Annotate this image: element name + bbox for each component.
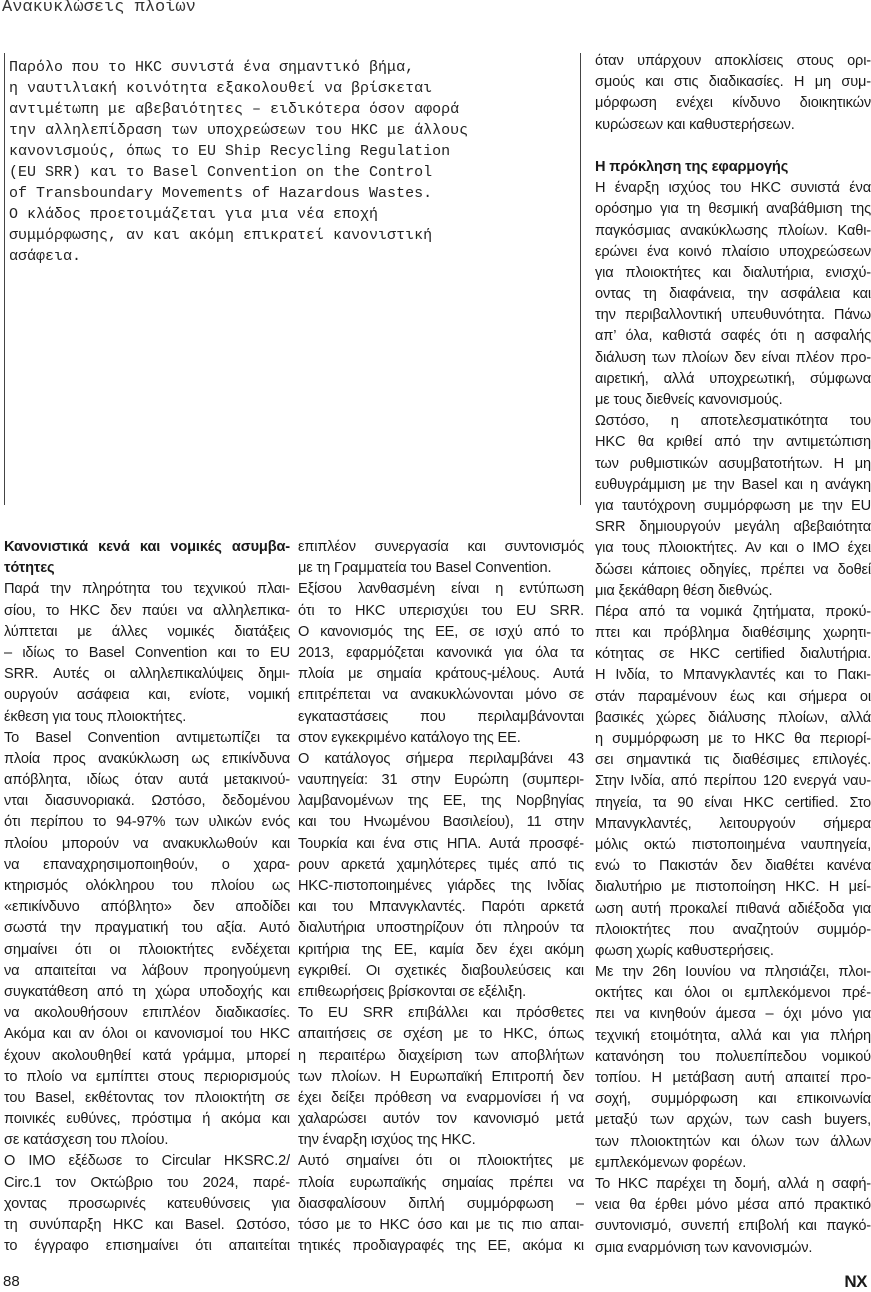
text-line: συντονισμό, συνεπή επιβολή και παγκό-: [595, 1218, 871, 1235]
text-line: κατανόηση του πολυεπίπεδου νομικού: [595, 1048, 871, 1065]
pull-quote-text: [5, 53, 580, 267]
text-line: η περαιτέρω διαχείριση των αποβλήτων: [298, 1047, 584, 1064]
text-line: εμπλεκόμενων φορέων.: [595, 1154, 747, 1171]
paragraph: [298, 1151, 584, 1257]
text-line: και του Μπανγκλαντές. Παρότι αρκετά: [298, 899, 584, 916]
text-line: σοχή, συμμόρφωση και επικοινωνία: [595, 1091, 871, 1108]
text-line: Αυτό σημαίνει ότι οι πλοιοκτήτες με: [298, 1153, 584, 1170]
text-line: λύπτεται με άλλες νομικές διατάξεις: [4, 623, 290, 640]
text-line: κυρώσεων και καθυστερήσεων.: [595, 116, 795, 133]
text-line: να ακολουθήσουν επιπλέον διαδικασίες.: [4, 1005, 290, 1022]
text-line: σμια εναρμόνιση των κανονισμών.: [595, 1239, 813, 1256]
paragraph: [298, 579, 584, 749]
text-line: Κανονιστικά κενά και νομικές ασυμβα-: [4, 539, 290, 555]
text-line: σε κατάσχεση του πλοίου.: [4, 1132, 169, 1149]
text-line: ορόσημο για τη θεσμική αναβάθμιση της: [595, 201, 871, 218]
text-line: δώσει κάποιες οδηγίες, πρέπει να δοθεί: [595, 561, 871, 578]
page-number: 88: [3, 1273, 20, 1290]
text-line: τόσο με το HKC όσο και με τις πιο απαι-: [298, 1217, 584, 1233]
text-line: ότι περίπου το 94-97% των υλικών ενός: [4, 814, 290, 831]
text-line: του Basel, εκθέτοντας τον πλοιοκτήτη σε: [4, 1089, 290, 1106]
text-line: να απαιτείται να λάβουν προηγούμενη: [4, 962, 290, 979]
text-line: για ταυτόχρονη συμμόρφωση με την EU: [595, 497, 871, 514]
text-line: HKC-πιστοποιημένες γιάρδες της Ινδίας: [298, 878, 584, 894]
text-line: πλοία ευρωπαϊκής σημαίας πρέπει να: [298, 1174, 584, 1191]
text-line: και του Ηνωμένου Βασιλείου), 11 στην: [298, 814, 584, 831]
text-line: ωση αυτή προκαλεί πιθανά αδιέξοδα για: [595, 900, 871, 917]
section-heading: [4, 537, 290, 579]
text-line: σει σημαντικά τις διαθέσιμες επιλογές.: [595, 752, 871, 769]
pull-quote-line: Ο κλάδος προετοιμάζεται για μια νέα εποχή: [9, 206, 379, 223]
text-line: πει να κινηθούν άμεσα – όχι μόνο για: [595, 1006, 871, 1023]
text-line: σίου, το HKC δεν παύει να αλληλεπικα-: [4, 602, 290, 619]
text-line: ρουν αρκετά χαμηλότερες τιμές από τις: [298, 856, 584, 873]
text-line: με τη Γραμματεία του Basel Convention.: [298, 560, 552, 577]
text-line: λαμβανομένων της ΕΕ, της Νορβηγίας: [298, 793, 584, 810]
paragraph: [595, 962, 871, 1174]
text-line: βασικές χώρες διάλυσης πλοίων, αλλά: [595, 709, 871, 726]
text-line: Πέρα από τα νομικά ζητήματα, προκύ-: [595, 603, 871, 620]
text-line: την έναρξη ισχύος της HKC.: [298, 1132, 476, 1149]
text-line: ευθυγράμμιση με την Basel και η ανάγκη: [595, 476, 871, 493]
text-line: μεταξύ των αρχών, των cash buyers,: [595, 1112, 871, 1129]
text-line: επιθεωρήσεις βρίσκονται σε εξέλιξη.: [298, 983, 526, 1000]
pull-quote-line: Παρόλο που το HKC συνιστά ένα σημαντικό βήμα,: [9, 59, 415, 76]
text-line: νται διασυνοριακά. Ωστόσο, δεδομένου: [4, 793, 290, 810]
text-line: μια ξεκάθαρη θέση διεθνώς.: [595, 582, 773, 599]
text-line: το έγγραφο επισημαίνει ότι απαιτείται: [4, 1238, 290, 1255]
pull-quote: [4, 53, 581, 505]
text-line: τότητες: [4, 560, 55, 577]
text-line: μόλις οκτώ πιστοποιημένα ναυπηγεία,: [595, 836, 871, 853]
text-line: έχει δείξει πρόθεση να εναρμονίσει ή να: [298, 1089, 584, 1106]
text-line: εγκαταστάσεις που περιλαμβάνονται: [298, 708, 584, 725]
text-line: Εξίσου λανθασμένη είναι η εντύπωση: [298, 581, 584, 598]
paragraph: [4, 579, 290, 727]
text-line: να επαναχρησιμοποιηθούν, ο χαρα-: [4, 856, 290, 873]
text-line: κότητας σε HKC certified διαλυτήρια.: [595, 646, 871, 663]
text-line: σμούς και στις διαδικασίες. Η μη συμ-: [595, 74, 871, 91]
text-line: των πλοιοκτητών και όλων των άλλων: [595, 1133, 871, 1150]
text-line: απαιτήσεις σε σχέση με το HKC, όπως: [298, 1026, 584, 1043]
section-heading: [595, 157, 871, 178]
paragraph: [298, 749, 584, 1003]
article-column-2: [298, 537, 584, 1257]
text-line: όταν υπάρχουν αποκλίσεις στους ορι-: [595, 53, 871, 69]
article-column-3: [595, 51, 871, 1259]
text-line: ναυπηγεία: 31 στην Ευρώπη (συμπερι-: [298, 772, 584, 789]
text-line: εγκριθεί. Οι σχετικές διαβουλεύσεις και: [298, 962, 584, 979]
text-line: τοπίου. Η μετάβαση αυτή απαιτεί προ-: [595, 1070, 871, 1086]
text-line: των πλοίων. Η Ευρωπαϊκή Επιτροπή δεν: [298, 1068, 584, 1085]
text-line: συγκατάθεση από τη χώρα υποδοχής και: [4, 983, 290, 1000]
paragraph: [298, 1003, 584, 1151]
text-line: πλοία προς ανακύκλωση ως επικίνδυνα: [4, 750, 290, 767]
text-line: Με την 26η Ιουνίου να πλησιάζει, πλοι-: [595, 964, 871, 981]
text-line: ερώνει ένα κοινό πλαίσιο υποχρεώσεων: [595, 243, 871, 260]
text-line: τεχνική ετοιμότητα, αλλά και για πλήρη: [595, 1027, 871, 1044]
text-line: με τους διεθνείς κανονισμούς.: [595, 392, 783, 408]
text-line: Τουρκία και ένα στις ΗΠΑ. Αυτά προσφέ-: [298, 835, 584, 852]
text-line: πηγεία, τα 90 είναι HKC certified. Στο: [595, 794, 871, 811]
text-line: φωση χωρίς καθυστερήσεις.: [595, 942, 774, 959]
text-line: των ρυθμιστικών ασυμβατοτήτων. Η μη: [595, 455, 871, 472]
paragraph: [595, 411, 871, 602]
text-line: διαλυτήριο με πιστοποίηση HKC. Η μεί-: [595, 879, 871, 896]
text-line: ουργούν ασάφεια και, ενίοτε, νομική: [4, 687, 290, 704]
text-line: Ο IMO εξέδωσε το Circular HKSRC.2/: [4, 1153, 290, 1170]
text-line: ποινικές ευθύνες, πρόστιμα ή ακόμα και: [4, 1111, 290, 1128]
text-line: για πλοιοκτήτες και διαλυτήρια, ενισχύ-: [595, 264, 871, 281]
pull-quote-line: την αλληλεπίδραση των υποχρεώσεων του HKC με άλλους: [9, 122, 469, 139]
text-line: SRR δημιουργούν μεγάλη αβεβαιότητα: [595, 519, 871, 536]
text-line: Στην Ινδία, από περίπου 120 ενεργά ναυ-: [595, 773, 871, 790]
text-line: Το EU SRR επιβάλλει και πρόσθετες: [298, 1005, 584, 1022]
paragraph: [595, 602, 871, 962]
text-line: κτηρισμός ολόκληρου του πλοίου ως: [4, 878, 290, 894]
text-line: πλοία με σημαία κράτους-μέλους. Αυτά: [298, 666, 584, 683]
pull-quote-line: η ναυτιλιακή κοινότητα εξακολουθεί να βρίσκεται: [9, 80, 433, 97]
text-line: Παρά την πληρότητα του τεχνικού πλαι-: [4, 581, 290, 598]
pull-quote-line: ασάφεια.: [9, 248, 82, 265]
text-line: Το Basel Convention αντιμετωπίζει τα: [4, 729, 290, 746]
text-line: τητικές προδιαγραφές της ΕΕ, ακόμα κι: [298, 1238, 584, 1255]
text-line: Circ.1 τον Οκτώβριο του 2024, παρέ-: [4, 1174, 290, 1191]
running-head-title: Ανακυκλώσεις πλοίων: [2, 0, 196, 17]
text-line: μόρφωση ενέχει κίνδυνο διοικητικών: [595, 95, 871, 112]
text-line: διαλυτήρια υποστηρίζουν ότι πληρούν τα: [298, 920, 584, 937]
text-line: οντας τη διαφάνεια, την ασφάλεια και: [595, 286, 871, 303]
text-line: οκτήτες και όλοι οι εμπλεκόμενοι πρέ-: [595, 985, 871, 1002]
text-line: 2013, εφαρμόζεται κανονικά για όλα τα: [298, 644, 584, 661]
text-line: Ακόμα και αν όλοι οι κανονισμοί του HKC: [4, 1026, 290, 1043]
text-line: Ωστόσο, η αποτελεσματικότητα του: [595, 413, 871, 430]
pull-quote-line: αντιμέτωπη με αβεβαιότητες – ειδικότερα όσον αφορά: [9, 101, 460, 118]
text-line: διασφαλίσουν διπλή συμμόρφωση –: [298, 1195, 584, 1212]
paragraph: [4, 728, 290, 1152]
paragraph: [595, 51, 871, 136]
spacer: [595, 136, 871, 157]
text-line: χοντας προσωρινές κατευθύνσεις για: [4, 1195, 290, 1212]
pull-quote-line: (EU SRR) και το Basel Convention on the Control: [9, 164, 433, 181]
paragraph: [595, 178, 871, 411]
text-line: απ’ όλα, καθιστά σαφές ότι η ασφαλής: [595, 328, 871, 345]
text-line: επιπλέον συνεργασία και συντονισμός: [298, 539, 584, 555]
text-line: ότι το HKC υπερισχύει του EU SRR.: [298, 602, 584, 619]
text-line: την περιβαλλοντική υπευθυνότητα. Πάνω: [595, 307, 871, 324]
text-line: σημαίνει ότι οι πλοιοκτήτες ενδέχεται: [4, 941, 290, 958]
text-line: αιρετική, αλλά υποχρεωτική, σύμφωνα: [595, 370, 871, 387]
paragraph: [298, 537, 584, 579]
text-line: απόβλητα, ιδίως όταν αυτά μετακινού-: [4, 772, 290, 789]
text-line: Μπανγκλαντές, λειτουργούν σήμερα: [595, 815, 871, 832]
pull-quote-line: συμμόρφωσης, αν και ακόμη επικρατεί κανονιστική: [9, 227, 433, 244]
pull-quote-line: of Transboundary Movements of Hazardous Wastes.: [9, 185, 433, 202]
text-line: διάλυση των πλοίων δεν είναι πλέον προ-: [595, 349, 871, 366]
text-line: Η πρόκληση της εφαρμογής: [595, 158, 789, 175]
paragraph: [595, 1174, 871, 1259]
text-line: HKC θα κριθεί από την αντιμετώπιση: [595, 434, 871, 451]
text-line: πλοίου μπορούν να ανακυκλωθούν και: [4, 835, 290, 852]
text-line: στον εγκεκριμένο κατάλογο της ΕΕ.: [298, 729, 521, 746]
text-line: έκθεση για τους πλοιοκτήτες.: [4, 708, 187, 725]
text-line: έχουν ακολουθηθεί κατά γράμμα, μπορεί: [4, 1047, 290, 1064]
text-line: ενώ το Πακιστάν δεν διαθέτει κανένα: [595, 858, 871, 875]
brand-logo: NX: [844, 1272, 867, 1291]
text-line: τη συνύπαρξη HKC και Basel. Ωστόσο,: [4, 1217, 290, 1233]
text-line: η συμμόρφωση με το HKC θα περιορί-: [595, 731, 871, 747]
text-line: για τους πλοιοκτήτες. Αν και ο IMO έχει: [595, 540, 871, 557]
text-line: Ο κατάλογος σήμερα περιλαμβάνει 43: [298, 750, 584, 767]
text-line: σωστά την πραγματική του αξία. Αυτό: [4, 920, 290, 937]
text-line: Η έναρξη ισχύος του HKC συνιστά ένα: [595, 180, 871, 197]
text-line: επιτρέπεται να ανακυκλώνονται μόνο σε: [298, 687, 584, 704]
text-line: πτει και πρόβλημα διαθέσιμης χωρητι-: [595, 625, 871, 642]
paragraph: [4, 1151, 290, 1257]
text-line: SRR. Αυτές οι αλληλεπικαλύψεις δημι-: [4, 666, 290, 683]
text-line: το πλοίο να εμπίπτει στους περιορισμούς: [4, 1068, 290, 1085]
pull-quote-line: κανονισμούς, όπως το EU Ship Recycling Regulation: [9, 143, 451, 160]
article-column-1: [4, 537, 290, 1257]
text-line: Το HKC παρέχει τη δομή, αλλά η σαφή-: [595, 1175, 871, 1192]
text-line: «επικίνδυνο απόβλητο» δεν αποδίδει: [4, 899, 290, 916]
text-line: Η Ινδία, το Μπανγκλαντές και το Πακι-: [595, 667, 871, 684]
text-line: παγκόσμιας ανακύκλωσης πλοίων. Καθι-: [595, 222, 871, 239]
text-line: πλοιοκτήτες που αναζητούν συμμόρ-: [595, 921, 871, 938]
text-line: – ιδίως το Basel Convention και το EU: [4, 644, 290, 661]
text-line: στάν παραμένουν έως και σήμερα οι: [595, 688, 871, 705]
text-line: κριτήρια της ΕΕ, καμία δεν έχει ακόμη: [298, 941, 584, 958]
text-line: νεια θα έρθει μόνο μέσα από πρακτικό: [595, 1197, 871, 1214]
text-line: Ο κανονισμός της ΕΕ, σε ισχύ από το: [298, 623, 584, 640]
text-line: χαλαρώσει αυτόν τον κανονισμό μετά: [298, 1111, 584, 1128]
